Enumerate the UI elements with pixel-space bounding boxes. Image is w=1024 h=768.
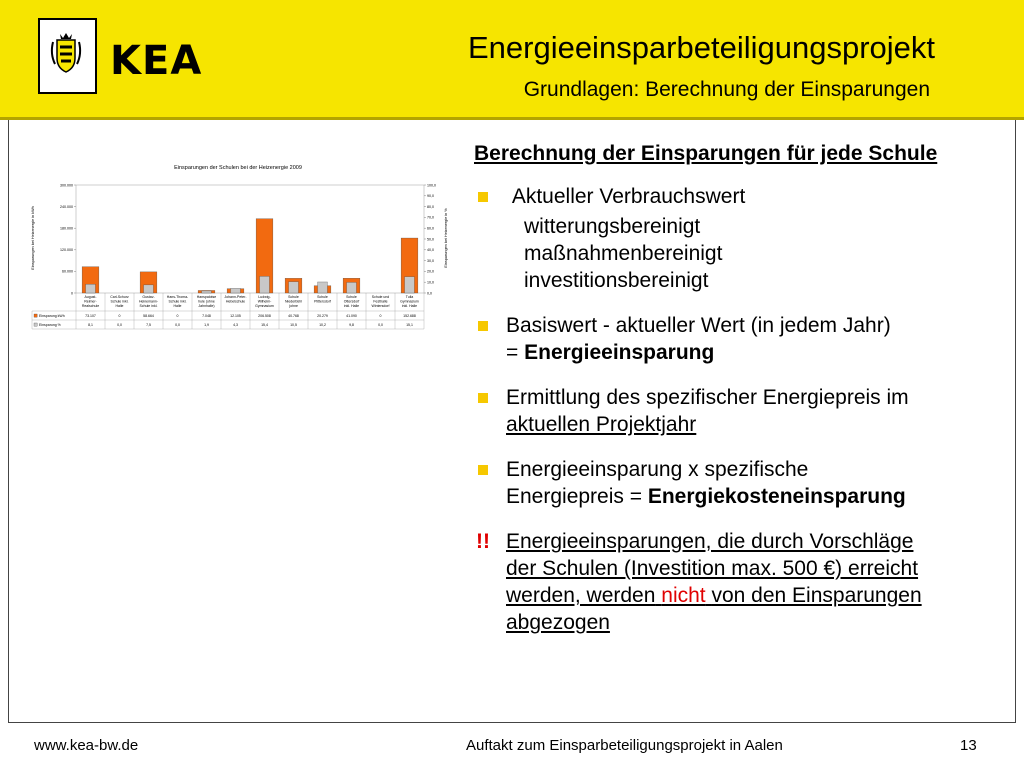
- category-label: Schule: [346, 295, 357, 299]
- equals-sign: =: [506, 341, 519, 364]
- y-tick-label: 180.000: [60, 226, 73, 231]
- data-label: 12.105: [230, 314, 241, 318]
- bar-percent: [144, 285, 154, 293]
- bullet-square-icon: [478, 192, 488, 202]
- data-label: 10,2: [319, 323, 326, 327]
- category-label: Wilhelm-: [257, 299, 272, 304]
- chart-title: Einsparungen der Schulen bei der Heizenergie 2009: [174, 165, 302, 171]
- bullet-bold-term: Energiekosteneinsparung: [647, 485, 906, 508]
- bullet-square-icon: [478, 321, 488, 331]
- category-label: Hanspalotse: [196, 295, 217, 299]
- data-label: 0,0: [175, 323, 180, 327]
- data-label: 0: [176, 314, 179, 318]
- chart-ylabel: Einsparungen bei Heizenergie in kWh: [31, 206, 35, 270]
- bullet-square-icon: [478, 465, 488, 475]
- sub-item: investitionsbereinigt: [524, 269, 709, 292]
- sub-item: maßnahmenbereinigt: [524, 242, 723, 265]
- y-tick-label: 0: [71, 291, 73, 296]
- y-right-tick-label: 40,0: [427, 248, 434, 253]
- bar-percent: [347, 282, 357, 293]
- plot-area: [76, 185, 424, 293]
- content-text: [474, 140, 1014, 636]
- category-label: Wintersdorf: [371, 303, 390, 308]
- savings-chart: [28, 155, 448, 335]
- data-label: 73.107: [85, 314, 96, 318]
- footer-event: Auftakt zum Einsparbeteiligungsprojekt in Aalen: [466, 737, 783, 754]
- y-tick-label: 240.000: [60, 204, 73, 209]
- category-label: August-: [84, 295, 97, 299]
- section-heading: Berechnung der Einsparungen für jede Schule: [474, 142, 938, 165]
- bullet-text: Ermittlung des spezifischer Energiepreis im: [506, 386, 909, 409]
- y-tick-label: 120.000: [60, 248, 73, 253]
- category-label: inkl. Halle: [343, 303, 360, 308]
- sub-item: witterungsbereinigt: [524, 215, 701, 238]
- data-label: 1,9: [204, 323, 209, 327]
- data-label: 15,1: [406, 323, 413, 327]
- data-label: 20.279: [317, 314, 328, 318]
- y-tick-label: 300.000: [60, 183, 73, 188]
- y-right-tick-label: 70,0: [427, 215, 434, 220]
- category-label: Johann-Peter-: [224, 295, 247, 299]
- chart-ylabel-right: Einsparungen bei Heizenergie in %: [444, 208, 448, 268]
- data-label: 41.090: [346, 314, 357, 318]
- bullet-underlined-text: aktuellen Projektjahr: [506, 413, 697, 436]
- category-label: Halle: [173, 303, 182, 308]
- bar-percent: [289, 282, 299, 293]
- bullet-text: Basiswert - aktueller Wert (in jedem Jahr): [506, 314, 891, 337]
- data-label: 7,5: [146, 323, 151, 327]
- bar-percent: [231, 288, 241, 293]
- note-text: der Schulen (Investition max. 500 €) erreicht: [506, 557, 919, 580]
- category-label: Gustav-: [142, 295, 155, 299]
- category-label: Hebelschule: [225, 299, 246, 304]
- category-label: Heinemann-: [138, 299, 159, 304]
- data-label: 0,0: [378, 323, 383, 327]
- legend-swatch: [34, 323, 37, 326]
- category-label: (ohne: [289, 303, 298, 308]
- bar-percent: [260, 276, 270, 293]
- y-right-tick-label: 10,0: [427, 280, 434, 285]
- bullet-square-icon: [478, 393, 488, 403]
- category-label: Ludwig-: [258, 295, 271, 299]
- note-exclusion: [474, 528, 1014, 636]
- kea-logo-text: KEA: [110, 38, 203, 84]
- warning-marker: !!: [476, 530, 490, 553]
- data-label: 15,4: [261, 323, 268, 327]
- footer-url: www.kea-bw.de: [34, 737, 139, 754]
- bullet-text: Energiepreis =: [506, 485, 642, 508]
- data-label: 7.048: [202, 314, 211, 318]
- category-label: Tulla: [405, 295, 414, 299]
- data-label: 206.508: [258, 314, 271, 318]
- bullet-text: Aktueller Verbrauchswert: [511, 185, 746, 208]
- note-red-word: nicht: [661, 584, 706, 607]
- y-right-tick-label: 20,0: [427, 269, 434, 274]
- category-label: Realschule: [81, 303, 100, 308]
- y-right-tick-label: 30,0: [427, 258, 434, 263]
- bar-percent: [202, 291, 212, 293]
- category-label: Hans-Thoma-: [166, 295, 189, 299]
- legend-swatch: [34, 314, 37, 317]
- category-label: Schule inkl.: [110, 299, 129, 304]
- bar-percent: [405, 277, 415, 293]
- legend-entry: Einsparung %: [39, 323, 61, 327]
- category-label: Schule inkl.: [168, 299, 187, 304]
- category-label: Schule: [317, 295, 328, 299]
- category-label: Halle: [115, 303, 124, 308]
- category-label: hule (ohne: [198, 299, 215, 304]
- bullet-text: Energieeinsparung x spezifische: [506, 458, 809, 481]
- y-right-tick-label: 100,0: [427, 183, 436, 188]
- coat-of-arms-icon: [49, 30, 83, 76]
- category-label: Ottersdorf: [343, 299, 360, 304]
- y-right-tick-label: 80,0: [427, 204, 434, 209]
- category-label: Carl-Schurz: [110, 295, 129, 299]
- category-label: Niederbühl: [285, 299, 302, 304]
- category-label: Plittersdorf: [314, 299, 331, 304]
- category-label: Reimer-: [84, 299, 97, 304]
- category-label: Festhalle: [373, 299, 388, 304]
- slide-subtitle: Grundlagen: Berechnung der Einsparungen: [523, 78, 930, 101]
- slide-title: Energieeinsparbeteiligungsprojekt: [467, 30, 935, 65]
- data-label: 10,5: [290, 323, 297, 327]
- bullet-baseline: [474, 312, 1014, 366]
- note-text: abgezogen: [506, 611, 610, 634]
- y-right-tick-label: 90,0: [427, 194, 434, 199]
- data-label: 40.768: [288, 314, 299, 318]
- y-right-tick-label: 50,0: [427, 237, 434, 242]
- y-right-tick-label: 60,0: [427, 226, 434, 231]
- bar-percent: [318, 282, 328, 293]
- legend-entry: Einsparung kWh: [39, 314, 65, 318]
- data-label: 152.688: [403, 314, 416, 318]
- data-label: 0,0: [117, 323, 122, 327]
- bullet-price: [474, 384, 1014, 438]
- category-label: Gymnasium: [400, 299, 419, 304]
- page-number: 13: [960, 737, 977, 754]
- data-label: 8,1: [88, 323, 93, 327]
- y-right-tick-label: 0,0: [427, 291, 432, 296]
- bullet-current-value: [474, 183, 1014, 210]
- category-label: inkl. Halle: [401, 303, 418, 308]
- note-text: werden, werden: [506, 584, 656, 607]
- data-label: 4,3: [233, 323, 238, 327]
- category-label: Jahnhalle): [198, 303, 215, 308]
- bullet-bold-term: Energieeinsparung: [524, 341, 715, 364]
- data-label: 58.664: [143, 314, 154, 318]
- category-label: Schule inkl.: [139, 303, 158, 308]
- y-tick-label: 60.000: [62, 269, 73, 274]
- data-label: 0: [118, 314, 121, 318]
- category-label: Schule und: [371, 295, 390, 299]
- category-label: Gymnasium: [255, 303, 274, 308]
- data-label: 0: [379, 314, 382, 318]
- bullet-cost-savings: [474, 456, 1014, 510]
- data-label: 9,8: [349, 323, 354, 327]
- note-text: Energieeinsparungen, die durch Vorschläge: [506, 530, 914, 553]
- bar-percent: [86, 284, 96, 293]
- note-text: von den Einsparungen: [711, 584, 922, 607]
- category-label: Schule: [288, 295, 299, 299]
